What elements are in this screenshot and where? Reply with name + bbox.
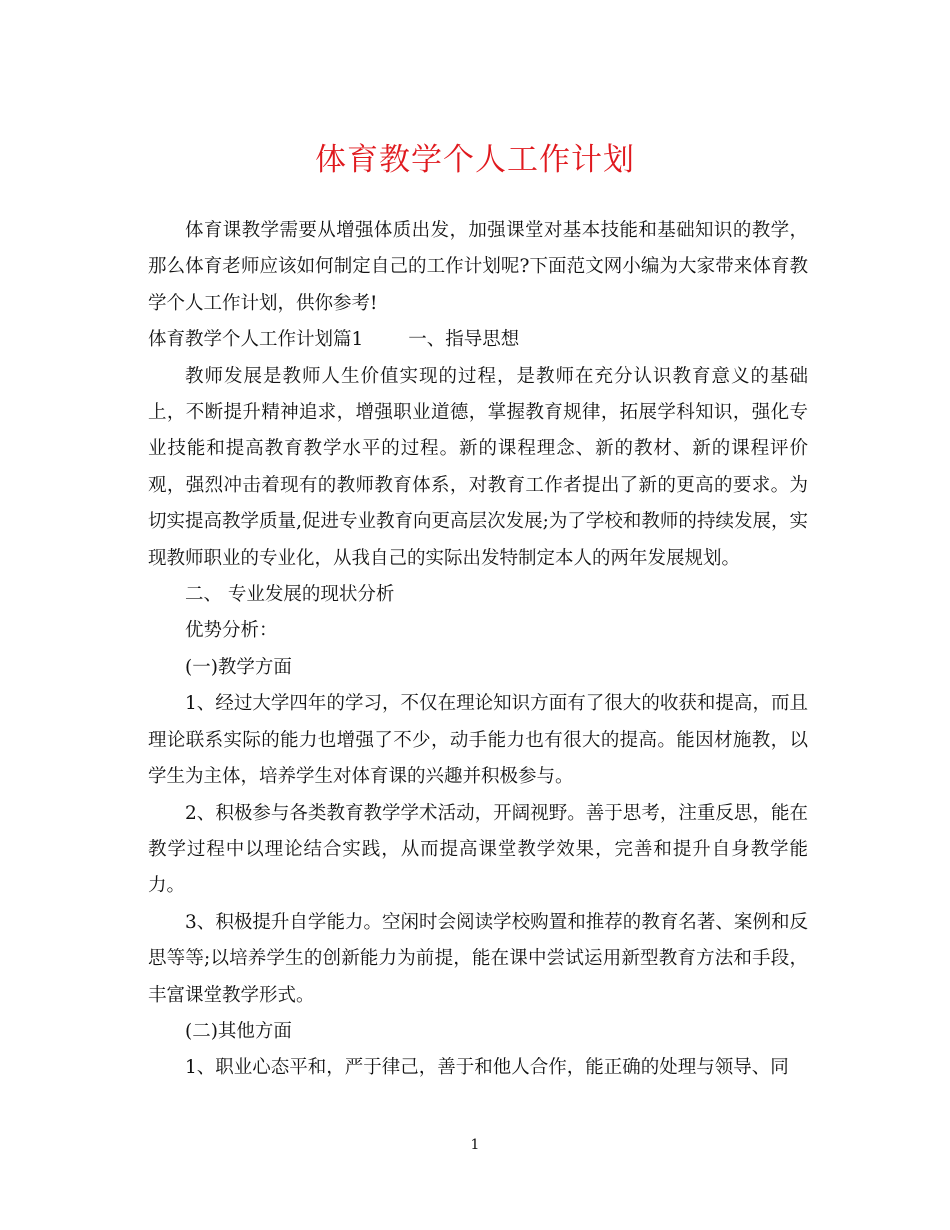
intro-paragraph: 体育课教学需要从增强体质出发，加强课堂对基本技能和基础知识的教学，那么体育老师应该如何制定自己的工作计划呢?下面范文网小编为大家带来体育教学个人工作计划，供你参考!: [148, 220, 808, 314]
guiding-thought-heading: 一、指导思想: [408, 329, 520, 351]
teaching-aspect-heading: (一)教学方面: [185, 656, 292, 678]
document-body: [148, 213, 808, 1087]
list-item-2: 2、积极参与各类教育教学学术活动，开阔视野。善于思考，注重反思，能在教学过程中以理论结合实践，从而提高课堂教学效果，完善和提升自身教学能力。: [148, 802, 808, 897]
advantage-analysis-label: 优势分析：: [185, 620, 278, 642]
list-item-1: 1、经过大学四年的学习，不仅在理论知识方面有了很大的收获和提高，而且理论联系实际的能力也增强了不少，动手能力也有很大的提高。能因材施教，以学生为主体，培养学生对体育课的兴趣并积极参与。: [148, 693, 808, 788]
list-item-3: 3、积极提升自学能力。空闲时会阅读学校购置和推荐的教育名著、案例和反思等等;以培养学生的创新能力为前提，能在课中尝试运用新型教育方法和手段，丰富课堂教学形式。: [148, 911, 808, 1006]
section-heading-line: [148, 322, 808, 358]
other-aspect-heading: (二)其他方面: [185, 1020, 292, 1042]
plan-heading: 体育教学个人工作计划篇1: [148, 329, 364, 351]
guiding-thought-paragraph: 教师发展是教师人生价值实现的过程，是教师在充分认识教育意义的基础上，不断提升精神追求，增强职业道德，掌握教育规律，拓展学科知识，强化专业技能和提高教育教学水平的过程。新的课程理念、新的教材、新的课程评价观，强烈冲击着现有的教师教育体系，对教育工作者提出了新的更高的要求。为切实提高教学质量,促进专业教育向更高层次发展;为了学校和教师的持续发展，实现教师职业的专业化，从我自己的实际出发特制定本人的两年发展规划。: [148, 365, 808, 569]
status-analysis-heading: 二、 专业发展的现状分析: [185, 584, 395, 606]
document-title: 体育教学个人工作计划: [315, 142, 635, 178]
page-number: 1: [470, 1137, 480, 1153]
other-list-item-1: 1、职业心态平和，严于律己，善于和他人合作，能正确的处理与领导、同: [185, 1057, 789, 1079]
